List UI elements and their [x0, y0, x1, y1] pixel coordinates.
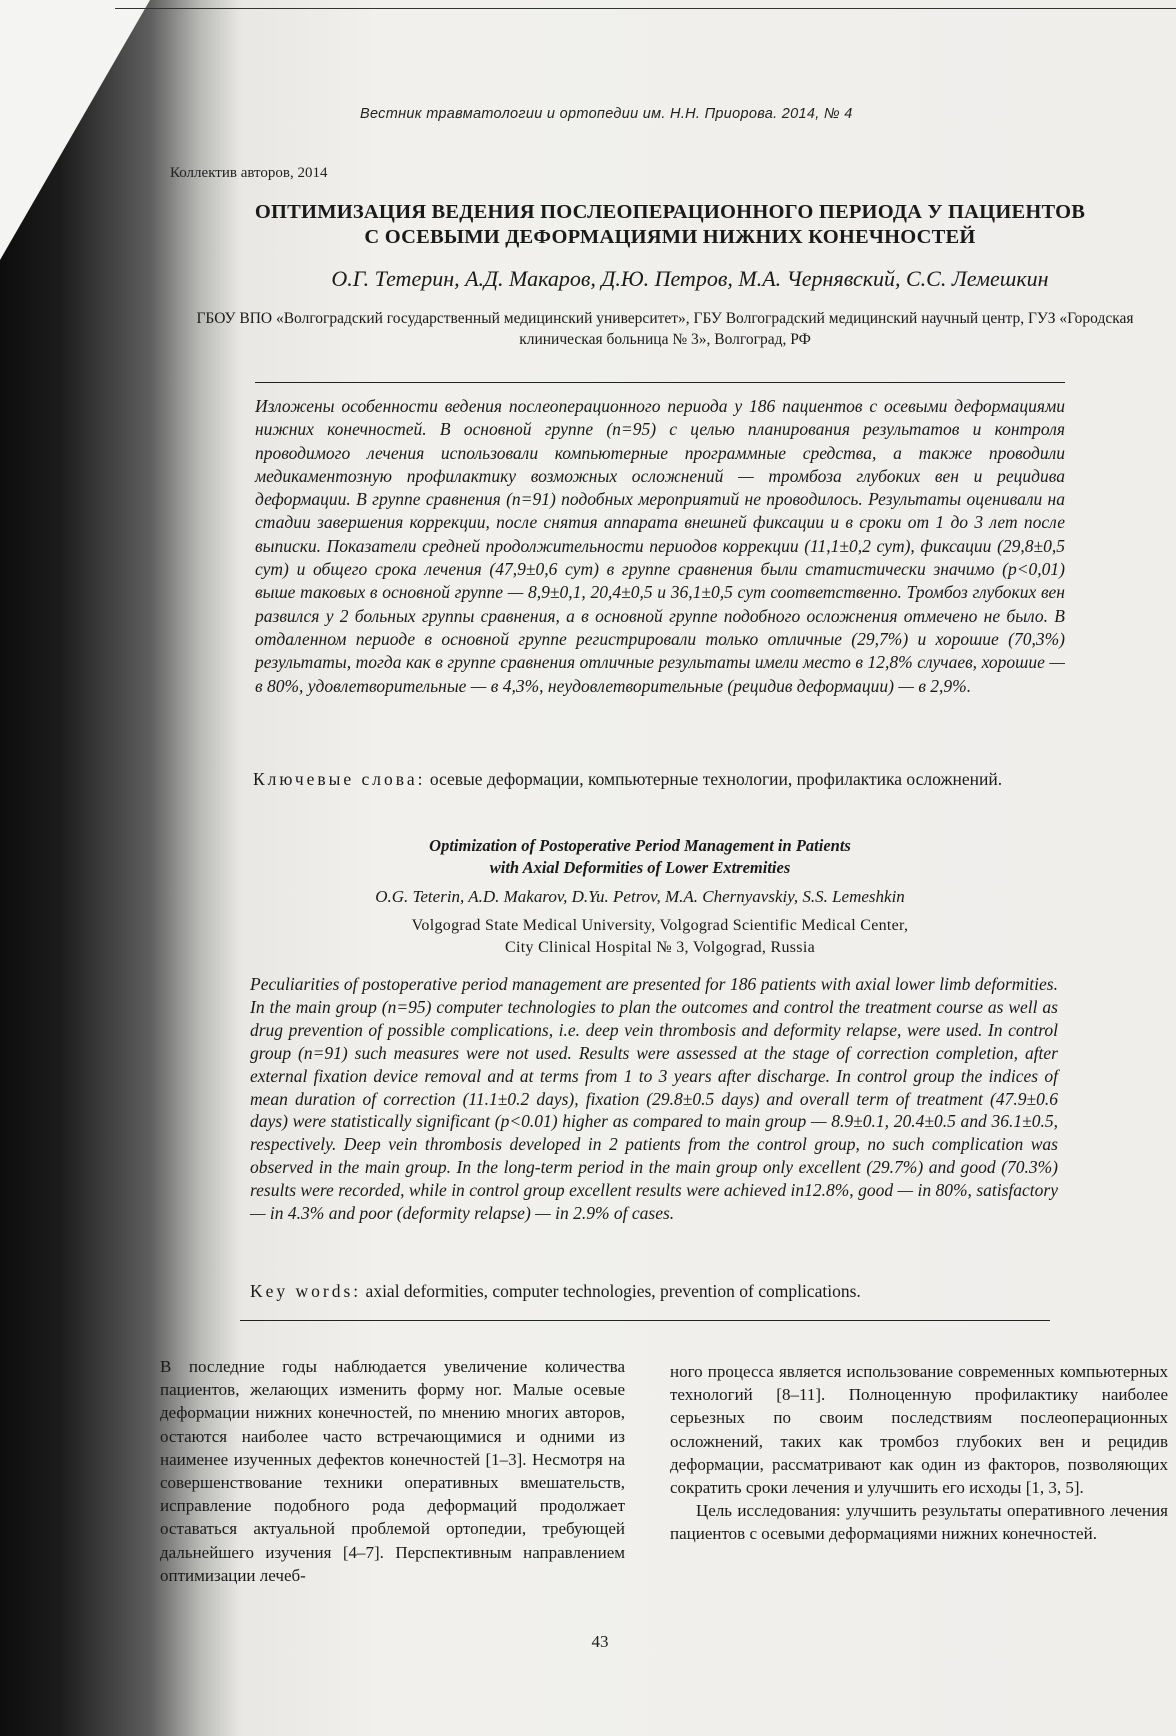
keywords-text: axial deformities, computer technologies, prevention of complications.: [365, 1281, 861, 1301]
body-paragraph: ного процесса является использование современных компьютерных технологий [8–11]. Полноценную профилактику наиболее серьезных по своим последствиям послеоперационных осложнений, таких как тромбоз глубоких вен и рецидив деформации, рассматривают как один из факторов, позволяющих сократить сроки лечения и улучшить его исходы [1, 3, 5].: [670, 1362, 1168, 1498]
keywords-ru: [253, 768, 1065, 790]
body-paragraph: Цель исследования: улучшить результаты оперативного лечения пациентов с осевыми деформациями нижних конечностей.: [670, 1501, 1168, 1544]
title-line: С ОСЕВЫМИ ДЕФОРМАЦИЯМИ НИЖНИХ КОНЕЧНОСТЕЙ: [364, 226, 976, 248]
body-column-left: [160, 1355, 625, 1587]
page-number: 43: [591, 1632, 609, 1651]
abstract-ru: Изложены особенности ведения послеоперационного периода у 186 пациентов с осевыми деформациями нижних конечностей. В основной группе (n=95) с целью планирования результатов и контроля проводимого лечения использовали компьютерные программные средства, а также проводили медикаментозную профилактику возможных осложнений — тромбоза глубоких вен и рецидива деформации. В группе сравнения (n=91) подобных мероприятий не проводилось. Результаты оценивали на стадии завершения коррекции, после снятия аппарата внешней фиксации и в сроки от 1 до 3 лет после выписки. Показатели средней продолжительности периодов коррекции (11,1±0,2 сут), фиксации (29,8±0,5 сут) и общего срока лечения (47,9±0,6 сут) в группе сравнения были статистически значимо (p<0,01) выше таковых в основной группе — 8,9±0,1, 20,4±0,5 и 36,1±0,5 сут соответственно. Тромбоз глубоких вен развился у 2 больных группы сравнения, а в основной группе подобного осложнения отмечено не было. В отдаленном периоде в основной группе регистрировали только отличные (29,7%) и хорошие (70,3%) результаты, тогда как в группе сравнения отличные результаты имели место в 12,8% случаев, хорошие — в 80%, удовлетворительные — в 4,3%, неудовлетворительные (рецидив деформации) — в 2,9%.: [255, 396, 1065, 696]
body-column-right: [670, 1360, 1168, 1546]
affiliation-ru: ГБОУ ВПО «Волгоградский государственный медицинский университет», ГБУ Волгоградский медицинский научный центр, ГУЗ «Городская клиническая больница № 3», Волгоград, РФ: [196, 310, 1134, 348]
abstract-bottom-rule: [240, 1320, 1050, 1321]
keywords-label: Key words:: [250, 1281, 362, 1301]
title-line: ОПТИМИЗАЦИЯ ВЕДЕНИЯ ПОСЛЕОПЕРАЦИОННОГО ПЕРИОДА У ПАЦИЕНТОВ: [254, 201, 1086, 223]
title-line: with Axial Deformities of Lower Extremities: [489, 858, 791, 877]
authors-en: O.G. Teterin, A.D. Makarov, D.Yu. Petrov, M.A. Chernyavskiy, S.S. Lemeshkin: [375, 887, 905, 906]
affiliation-line: City Clinical Hospital № 3, Volgograd, Russia: [505, 939, 815, 956]
page-fold-corner: [0, 0, 150, 260]
abstract-top-rule: [255, 382, 1065, 383]
affiliation-line: Volgograd State Medical University, Volgograd Scientific Medical Center,: [411, 917, 909, 934]
title-line: Optimization of Postoperative Period Management in Patients: [429, 836, 851, 855]
keywords-label: Ключевые слова:: [253, 769, 426, 789]
top-edge-rule: [115, 8, 1176, 9]
keywords-text: осевые деформации, компьютерные технологии, профилактика осложнений.: [429, 769, 1003, 789]
body-paragraph: В последние годы наблюдается увеличение количества пациентов, желающих изменить форму ног. Малые осевые деформации нижних конечностей, по мнению многих авторов, остаются наиболее часто встречающимися и одними из наименее изученных дефектов конечностей [1–3]. Несмотря на совершенствование техники оперативных вмешательств, исправление подобного рода деформаций продолжает оставаться актуальной проблемой ортопедии, требующей дальнейшего изучения [4–7]. Перспективным направлением оптимизации лечеб-: [160, 1357, 625, 1585]
authors-ru: О.Г. Тетерин, А.Д. Макаров, Д.Ю. Петров, М.А. Чернявский, С.С. Лемешкин: [331, 266, 1049, 291]
affiliation-en: [310, 915, 1010, 959]
copyright-line: Коллектив авторов, 2014: [170, 165, 328, 181]
running-head: Вестник травматологии и ортопедии им. Н.Н. Приорова. 2014, № 4: [360, 106, 853, 122]
article-title-ru: [200, 200, 1140, 250]
article-title-en: [300, 835, 980, 879]
abstract-en: Peculiarities of postoperative period management are presented for 186 patients with axial lower limb deformities. In the main group (n=95) computer technologies to plan the outcomes and control the treatment course as well as drug prevention of possible complications, i.e. deep vein thrombosis and deformity relapse, were used. In control group (n=91) such measures were not used. Results were assessed at the stage of correction completion, after external fixation device removal and at terms from 1 to 3 years after discharge. In control group the indices of mean duration of correction (11.1±0.2 days), fixation (29.8±0.5 days) and overall term of treatment (47.9±0.6 days) were statistically significant (p<0.01) higher as compared to main group — 8.9±0.1, 20.4±0.5 and 36.1±0.5, respectively. Deep vein thrombosis developed in 2 patients from the control group, no such complication was observed in the main group. In the long-term period in the main group only excellent (29.7%) and good (70.3%) results were recorded, while in control group excellent results were achieved in12.8%, good — in 80%, satisfactory — in 4.3% and poor (deformity relapse) — in 2.9% of cases.: [250, 974, 1058, 1224]
keywords-en: [250, 1280, 1058, 1302]
